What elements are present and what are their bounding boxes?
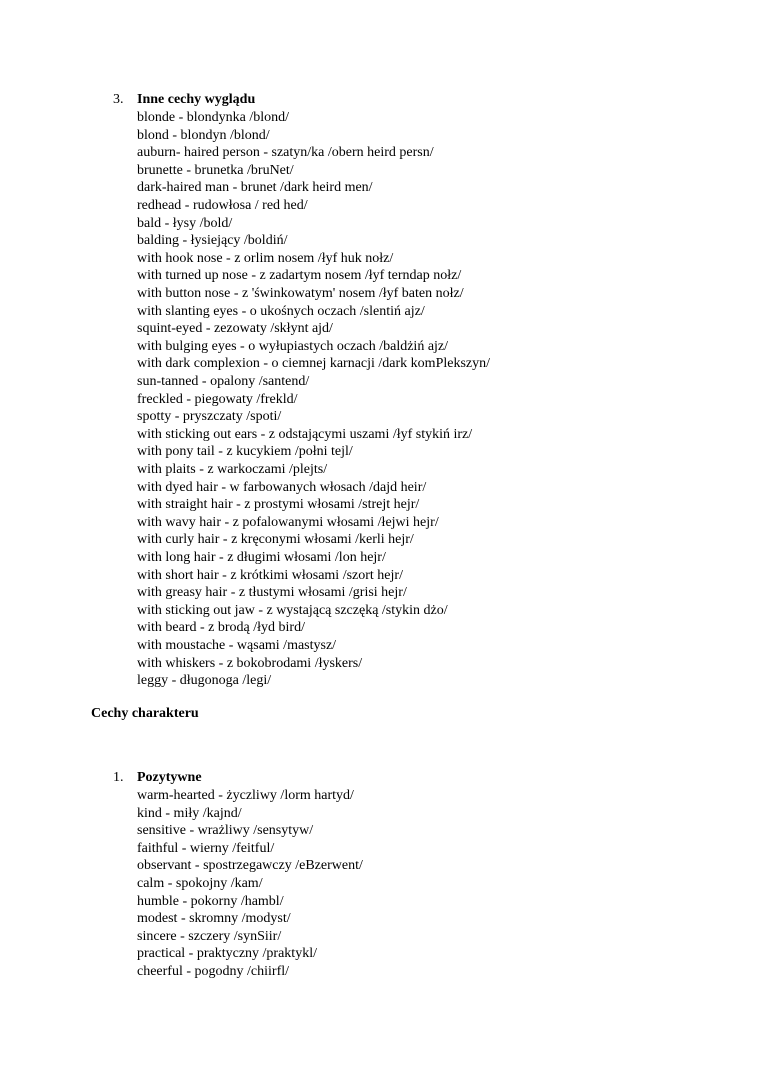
vocab-line: modest - skromny /modyst/ [137, 911, 291, 927]
vocab-line: practical - praktyczny /praktykl/ [137, 946, 317, 962]
vocab-line: with bulging eyes - o wyłupiastych oczach /baldżiń ajz/ [137, 338, 449, 354]
vocab-line: sincere - szczery /synSiir/ [137, 928, 282, 944]
subsection-heading: Pozytywne [137, 770, 202, 785]
vocab-line: balding - łysiejący /boldiń/ [137, 233, 288, 249]
vocab-line: with sticking out ears - z odstającymi uszami /łyf stykiń irz/ [137, 426, 473, 442]
section-number: 3. [113, 92, 124, 107]
vocab-line: with hook nose - z orlim nosem /łyf huk nołz/ [137, 250, 394, 266]
vocab-line: with whiskers - z bokobrodami /łyskers/ [137, 655, 363, 671]
vocab-line: auburn- haired person - szatyn/ka /obern heird persn/ [137, 145, 434, 161]
vocab-line: with dyed hair - w farbowanych włosach /dajd heir/ [137, 479, 427, 495]
vocab-line: sensitive - wrażliwy /sensytyw/ [137, 823, 314, 839]
vocab-line: with slanting eyes - o ukośnych oczach /slentiń ajz/ [137, 303, 425, 319]
vocab-line: with straight hair - z prostymi włosami /strejt hejr/ [137, 497, 420, 513]
vocab-line: with beard - z brodą /łyd bird/ [137, 620, 305, 636]
vocab-line: with plaits - z warkoczami /plejts/ [137, 462, 328, 477]
vocab-line: with long hair - z długimi włosami /lon hejr/ [137, 550, 386, 565]
vocab-line: with sticking out jaw - z wystającą szczęką /stykin dżo/ [137, 602, 448, 618]
vocab-line: blonde - blondynka /blond/ [137, 110, 290, 125]
vocab-line: humble - pokorny /hambl/ [137, 893, 284, 909]
vocab-line: kind - miły /kajnd/ [137, 805, 242, 821]
vocab-line: leggy - długonoga /legi/ [137, 673, 272, 689]
vocab-line: cheerful - pogodny /chiirfl/ [137, 964, 290, 979]
section-heading: Inne cechy wyglądu [137, 92, 256, 107]
category-title: Cechy charakteru [91, 706, 199, 721]
vocab-line: freckled - piegowaty /frekld/ [137, 391, 298, 407]
vocab-line: warm-hearted - życzliwy /lorm hartyd/ [137, 788, 354, 803]
vocab-line: with moustache - wąsami /mastysz/ [137, 638, 337, 653]
vocab-line: faithful - wierny /feitful/ [137, 840, 275, 856]
vocab-line: with button nose - z 'świnkowatym' nosem /łyf baten nołz/ [137, 286, 464, 301]
vocab-line: with wavy hair - z pofalowanymi włosami /łejwi hejr/ [137, 514, 439, 530]
vocab-line: brunette - brunetka /bruNet/ [137, 162, 294, 178]
vocab-line: sun-tanned - opalony /santend/ [137, 374, 310, 389]
vocab-line: squint-eyed - zezowaty /skłynt ajd/ [137, 321, 333, 337]
vocab-line: calm - spokojny /kam/ [137, 876, 263, 891]
vocab-line: dark-haired man - brunet /dark heird men/ [137, 180, 373, 196]
vocab-line: with dark complexion - o ciemnej karnacji /dark komPlekszyn/ [137, 356, 491, 372]
vocab-line: with pony tail - z kucykiem /połni tejl/ [137, 444, 353, 460]
vocab-line: with greasy hair - z tłustymi włosami /grisi hejr/ [137, 585, 407, 601]
vocab-line: bald - łysy /bold/ [137, 215, 233, 231]
vocab-line: redhead - rudowłosa / red hed/ [137, 198, 308, 213]
vocab-line: spotty - pryszczaty /spoti/ [137, 409, 282, 425]
vocab-line: with turned up nose - z zadartym nosem /łyf terndap nołz/ [137, 268, 462, 284]
vocab-line: blond - blondyn /blond/ [137, 127, 270, 143]
vocab-line: with curly hair - z kręconymi włosami /kerli hejr/ [137, 532, 414, 548]
subsection-number: 1. [113, 770, 124, 785]
vocab-line: with short hair - z krótkimi włosami /szort hejr/ [137, 567, 403, 583]
vocab-line: observant - spostrzegawczy /eBzerwent/ [137, 858, 363, 874]
